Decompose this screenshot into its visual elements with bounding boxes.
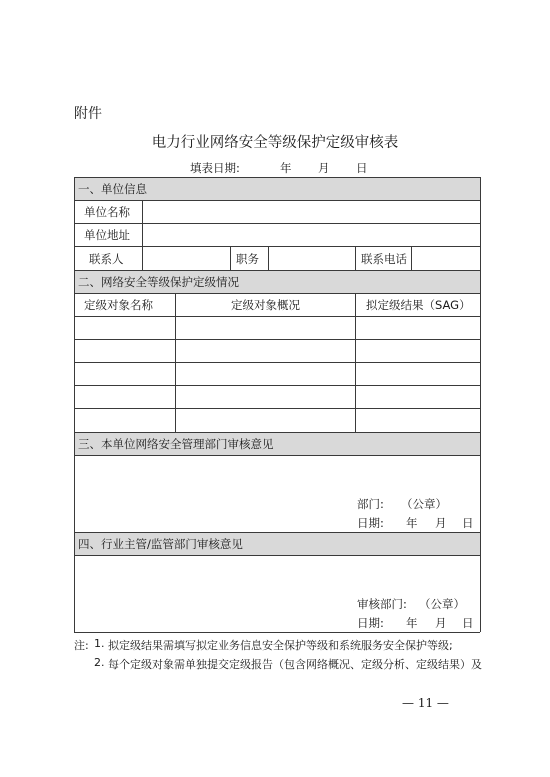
section2-header: 二、网络安全等级保护定级情况 [78,275,239,289]
note-1-text: 拟定级结果需填写拟定业务信息安全保护等级和系统服务安全保护等级; [108,639,453,652]
form-title: 电力行业网络安全等级保护定级审核表 [151,135,399,151]
table-rule [74,432,480,433]
column-header-object-name: 定级对象名称 [84,298,153,312]
notes-prefix: 注: [74,639,89,652]
section3-month: 月 [435,516,447,530]
section4-year: 年 [406,616,418,630]
table-rule [74,555,480,556]
table-rule [411,246,412,270]
section4-day: 日 [462,616,474,630]
table-rule [355,246,356,270]
unit-name-label: 单位名称 [84,205,130,219]
table-rule [74,200,480,201]
section4-dept-label: 审核部门: [357,597,407,611]
section1-header: 一、单位信息 [78,182,147,196]
table-rule [74,408,480,409]
section3-day: 日 [462,516,474,530]
contact-label: 联系人 [89,252,124,266]
section4-seal: （公章） [419,597,465,611]
position-label: 职务 [236,252,259,266]
note-2-number: 2. [94,656,105,669]
table-rule [74,223,480,224]
table-border-left [74,177,75,632]
table-rule [74,455,480,456]
table-rule [74,270,480,271]
table-rule [74,246,480,247]
table-rule [74,293,480,294]
section3-header: 三、本单位网络安全管理部门审核意见 [78,437,274,451]
table-rule [142,200,143,270]
table-rule [74,362,480,363]
note-1-number: 1. [94,637,105,650]
table-rule [355,293,356,432]
table-rule [268,246,269,270]
column-header-grading-result: 拟定级结果（SAG） [366,298,471,312]
section4-month: 月 [435,616,447,630]
table-rule [74,339,480,340]
note-2-text: 每个定级对象需单独提交定级报告（包含网络概况、定级分析、定级结果）及 [108,658,482,671]
table-rule [74,385,480,386]
table-rule [230,246,231,270]
phone-label: 联系电话 [361,252,407,266]
table-border-right [480,177,481,632]
fill-date-label: 填表日期: [190,161,240,175]
section3-seal: （公章） [401,497,447,511]
table-rule [74,532,480,533]
table-rule [74,632,480,633]
table-rule [175,293,176,432]
fill-date-month: 月 [318,161,330,175]
section3-year: 年 [406,516,418,530]
fill-date-year: 年 [280,161,292,175]
unit-address-label: 单位地址 [84,228,130,242]
attachment-label: 附件 [74,106,102,122]
section4-header: 四、行业主管/监管部门审核意见 [78,537,243,551]
table-rule [74,316,480,317]
fill-date-day: 日 [356,161,368,175]
column-header-object-overview: 定级对象概况 [231,298,300,312]
section4-date-label: 日期: [357,616,384,630]
section3-dept-label: 部门: [357,497,384,511]
table-rule [74,177,480,178]
section3-date-label: 日期: [357,516,384,530]
page-number: — 11 — [402,696,449,710]
